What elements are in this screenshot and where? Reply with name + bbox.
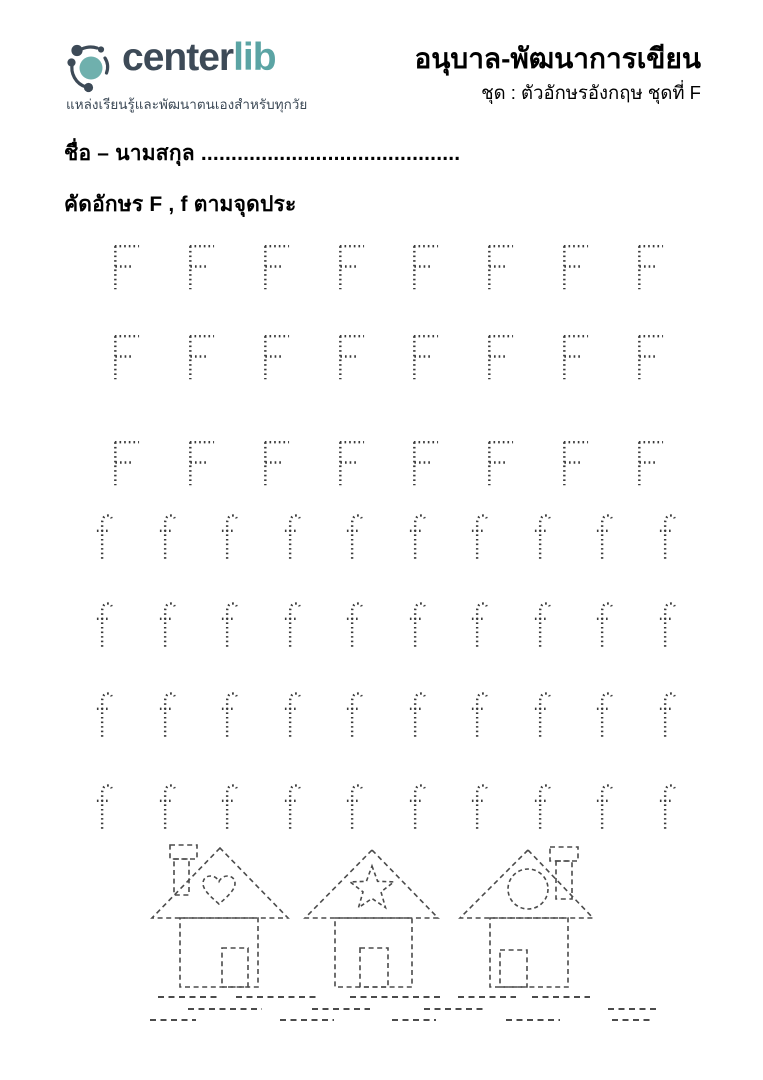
house-body [335,918,412,987]
name-label: ชื่อ – นามสกุล [64,142,195,165]
dotted-letter-F [185,242,216,292]
name-field-line [64,137,460,170]
dotted-letter-F [484,332,515,382]
dotted-letter-f [220,688,239,740]
dotted-letter-F [260,438,291,488]
dotted-letter-F [110,242,141,292]
trace-row-f-4 [95,780,677,832]
dotted-letter-f [220,780,239,832]
dotted-letter-F [185,438,216,488]
brand-wordmark [122,38,276,77]
chimney-body [556,861,572,899]
house-body [180,918,258,987]
dotted-letter-f [408,688,427,740]
house-door [222,948,248,987]
heart-shape [203,876,235,904]
dotted-letter-F [634,438,665,488]
star-shape [350,866,394,908]
dotted-letter-f [408,598,427,650]
dotted-letter-f [533,510,552,562]
dotted-letter-f [283,688,302,740]
dotted-letter-f [95,688,114,740]
tracing-houses [0,840,763,1035]
roof-triangle [152,848,288,918]
trace-row-f-1 [95,510,677,562]
dotted-letter-f [533,598,552,650]
dotted-letter-F [185,332,216,382]
dotted-letter-f [658,598,677,650]
trace-row-F-2 [110,332,665,382]
trace-row-F-3 [110,438,665,488]
dotted-letter-f [470,598,489,650]
dotted-letter-F [484,242,515,292]
dotted-letter-f [470,510,489,562]
dotted-letter-F [634,332,665,382]
dotted-letter-f [658,780,677,832]
dotted-letter-f [470,688,489,740]
dotted-letter-F [409,438,440,488]
dotted-letter-f [220,598,239,650]
dotted-letter-f [95,598,114,650]
dotted-letter-F [260,242,291,292]
brand-word-lib: lib [233,36,276,79]
dotted-letter-F [335,242,366,292]
dotted-letter-f [95,780,114,832]
dotted-letter-f [470,780,489,832]
dotted-letter-f [95,510,114,562]
dotted-letter-f [595,688,614,740]
worksheet-subtitle: ชุด : ตัวอักษรอังกฤษ ชุดที่ F [481,81,701,103]
dotted-letter-F [260,332,291,382]
ground-dashes [150,997,656,1020]
dotted-letter-f [595,780,614,832]
dotted-letter-f [533,780,552,832]
dotted-letter-F [559,242,590,292]
dotted-letter-F [335,438,366,488]
house-door [500,950,527,987]
name-dotted-blank: ........................................... [200,142,461,165]
dotted-letter-f [220,510,239,562]
dotted-letter-F [335,332,366,382]
roof-triangle [305,850,438,918]
dotted-letter-f [158,598,177,650]
house-circle [460,847,593,987]
dotted-letter-f [158,688,177,740]
house-star [305,850,438,987]
dotted-letter-F [409,242,440,292]
circle-shape [508,869,548,909]
dotted-letter-f [345,688,364,740]
worksheet-title: อนุบาล-พัฒนาการเขียน [414,43,701,74]
dotted-letter-f [595,510,614,562]
house-body [490,918,568,987]
worksheet-header [414,42,701,108]
chimney-cap [170,845,197,859]
dotted-letter-f [408,780,427,832]
orbit-dots-logo-icon [64,38,120,96]
dotted-letter-F [110,332,141,382]
dotted-letter-f [158,510,177,562]
trace-row-f-2 [95,598,677,650]
dotted-letter-f [658,510,677,562]
house-heart [152,845,288,987]
dotted-letter-f [345,510,364,562]
dotted-letter-f [533,688,552,740]
dotted-letter-f [595,598,614,650]
dotted-letter-f [158,780,177,832]
brand-word-center: center [122,36,234,79]
dotted-letter-f [283,780,302,832]
dotted-letter-F [409,332,440,382]
dotted-letter-F [634,242,665,292]
dotted-letter-f [283,510,302,562]
dotted-letter-F [484,438,515,488]
chimney-body [174,859,189,895]
dotted-letter-F [559,332,590,382]
dotted-letter-f [658,688,677,740]
trace-row-F-1 [110,242,665,292]
dotted-letter-f [408,510,427,562]
dotted-letter-f [345,598,364,650]
dotted-letter-F [110,438,141,488]
dotted-letter-f [283,598,302,650]
chimney-cap [550,847,578,861]
dotted-letter-f [345,780,364,832]
house-door [360,948,388,987]
dotted-letter-F [559,438,590,488]
trace-row-f-3 [95,688,677,740]
instruction-text: คัดอักษร F , f ตามจุดประ [64,193,297,216]
brand-tagline: แหล่งเรียนรู้และพัฒนาตนเองสำหรับทุกวัย [66,97,308,112]
